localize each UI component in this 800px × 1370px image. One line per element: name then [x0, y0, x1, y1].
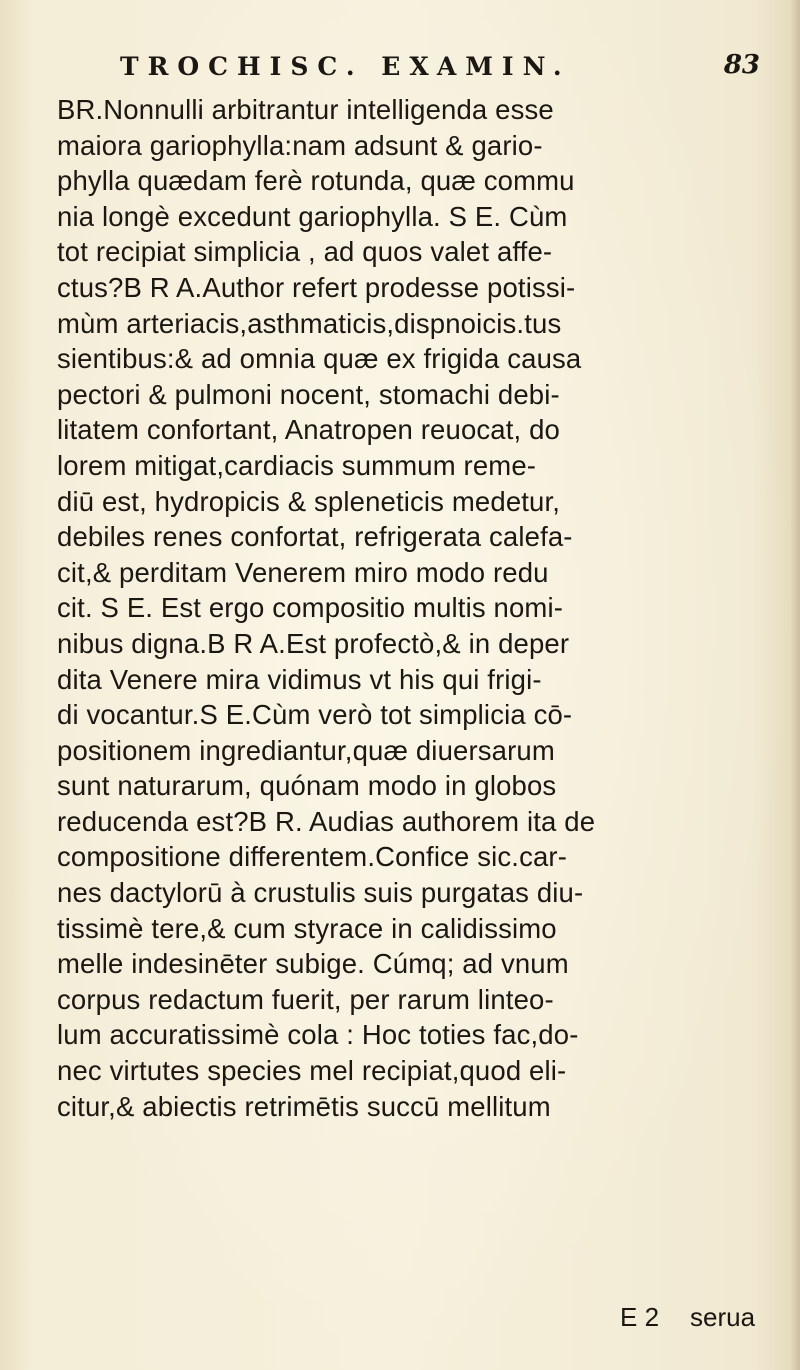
text-line: nec virtutes species mel recipiat,quod eli-	[57, 1055, 567, 1087]
text-line: nibus digna.B R A.Est profectò,& in deper	[57, 627, 570, 659]
text-line: lum accuratissimè cola : Hoc toties fac,do-	[57, 1019, 579, 1051]
text-line: nia longè excedunt gariophylla. S E. Cùm	[57, 200, 568, 232]
text-line: mùm arteriacis,asthmaticis,dispnoicis.tus	[57, 307, 562, 339]
text-line: tissimè tere,& cum styrace in calidissimo	[57, 912, 557, 944]
text-line: BR.Nonnulli arbitrantur intelligenda esse	[57, 94, 554, 125]
page-footer	[620, 1302, 780, 1342]
page-header	[120, 52, 760, 92]
text-line: cit,& perditam Venerem miro modo redu	[57, 556, 549, 588]
text-line: reducenda est?B R. Audias authorem ita de	[57, 805, 596, 837]
text-line: melle indesinēter subige. Cúmq; ad vnum	[57, 948, 569, 980]
text-line: citur,& abiectis retrimētis succū mellitum	[57, 1090, 551, 1122]
text-line: corpus redactum fuerit, per rarum linteo-	[57, 983, 554, 1015]
text-line: phylla quædam ferè rotunda, quæ commu	[57, 165, 575, 197]
text-line: ctus?B R A.Author refert prodesse potissi-	[57, 271, 576, 303]
text-line: litatem confortant, Anatropen reuocat, do	[57, 414, 560, 446]
catchword: serua	[690, 1302, 756, 1332]
text-line: diū est, hydropicis & spleneticis medetur,	[57, 485, 561, 517]
running-title: TROCHISC. EXAMIN.	[120, 52, 571, 81]
text-line: maiora gariophylla:nam adsunt & gario-	[57, 129, 543, 161]
text-line: sunt naturarum, quónam modo in globos	[57, 770, 557, 802]
text-line: tot recipiat simplicia , ad quos valet affe-	[57, 236, 553, 268]
text-line: compositione differentem.Confice sic.car-	[57, 841, 568, 873]
text-line: dita Venere mira vidimus vt his qui frigi-	[57, 663, 542, 695]
page-number: 83	[723, 50, 760, 80]
text-line: cit. S E. Est ergo compositio multis nomi-	[57, 592, 564, 624]
text-line: sientibus:& ad omnia quæ ex frigida causa	[57, 343, 582, 375]
text-line: debiles renes confortat, refrigerata calefa-	[57, 521, 573, 553]
text-line: di vocantur.S E.Cùm verò tot simplicia cō-	[57, 699, 573, 731]
page-edge-shadow	[790, 0, 800, 1370]
body-text	[57, 92, 772, 1124]
text-line: lorem mitigat,cardiacis summum reme-	[57, 449, 537, 481]
text-line: nes dactylorū à crustulis suis purgatas diu-	[57, 877, 584, 909]
text-line: positionem ingrediantur,quæ diuersarum	[57, 734, 555, 766]
text-line: pectori & pulmoni nocent, stomachi debi-	[57, 378, 560, 410]
signature-mark: E 2	[620, 1302, 660, 1332]
